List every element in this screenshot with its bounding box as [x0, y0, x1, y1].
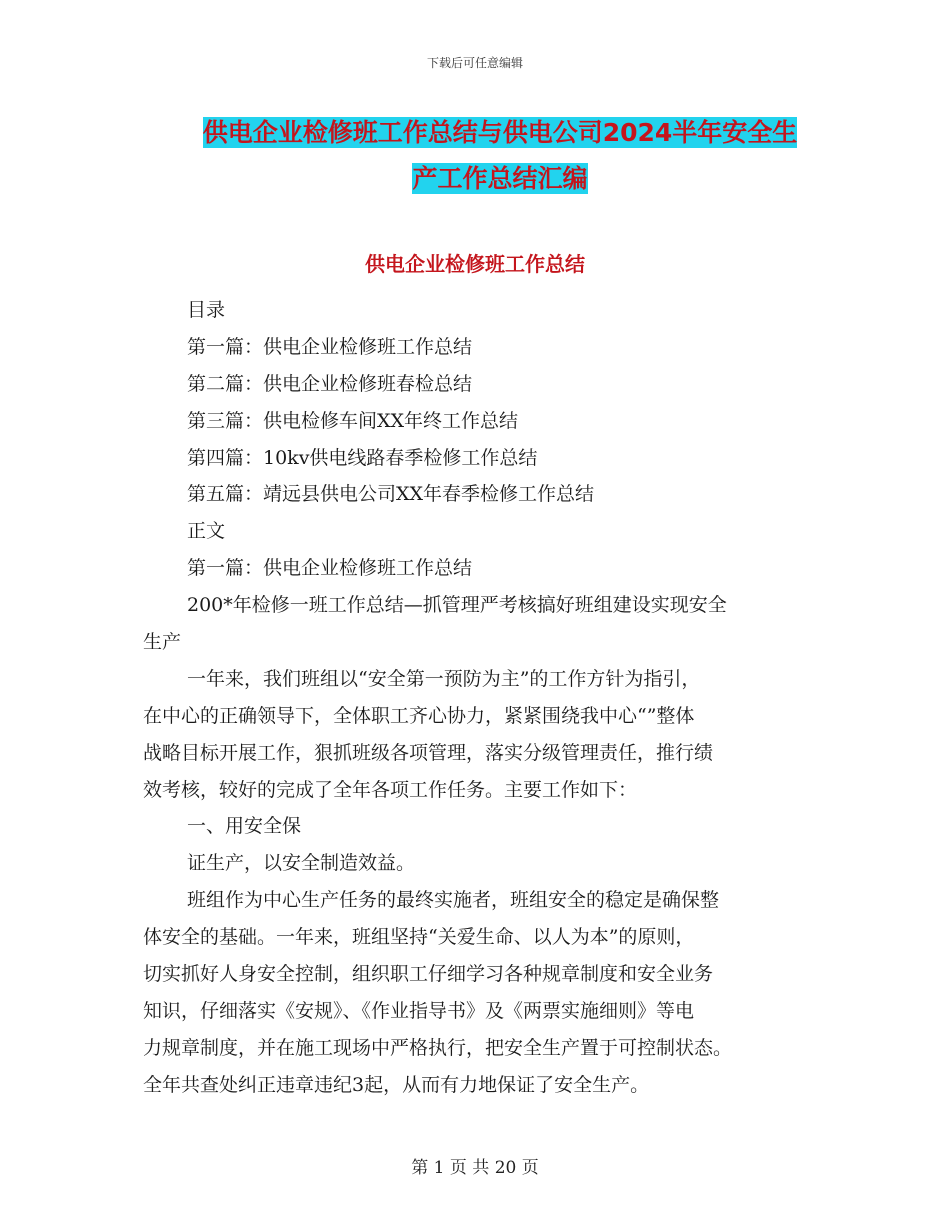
body-text: [143, 292, 808, 1104]
paragraph-line: 全年共查处纠正违章违纪3起，从而有力地保证了安全生产。: [143, 1073, 650, 1096]
section-title: 供电企业检修班工作总结: [365, 252, 585, 276]
paragraph-line: 班组作为中心生产任务的最终实施者，班组安全的稳定是确保整: [187, 889, 720, 912]
toc-item-3: 第三篇：供电检修车间XX年终工作总结: [187, 409, 519, 432]
toc-heading: 目录: [187, 299, 226, 321]
paragraph-line: 切实抓好人身安全控制，组织职工仔细学习各种规章制度和安全业务: [143, 963, 714, 986]
paragraph-line: 力规章制度，并在施工现场中严格执行，把安全生产置于可控制状态。: [143, 1036, 733, 1059]
page-footer: 第 1 页 共 20 页: [411, 1158, 539, 1178]
title-line-1: 供电企业检修班工作总结与供电公司2024半年安全生: [202, 118, 798, 147]
toc-item-1: 第一篇：供电企业检修班工作总结: [187, 335, 473, 358]
paragraph-line: 体安全的基础。一年来，班组坚持“关爱生命、以人为本”的原则，: [143, 926, 695, 949]
toc-item-4: 第四篇：10kv供电线路春季检修工作总结: [187, 446, 538, 469]
section-heading: 一、用安全保: [187, 815, 302, 838]
title-line-2: 产工作总结汇编: [412, 164, 588, 193]
paragraph-line: 知识，仔细落实《安规》、《作业指导书》及《两票实施细则》等电: [143, 999, 695, 1022]
toc-item-2: 第二篇：供电企业检修班春检总结: [187, 372, 473, 395]
chapter-title: 第一篇：供电企业检修班工作总结: [187, 557, 473, 580]
paragraph-line: 在中心的正确领导下，全体职工齐心协力，紧紧围绕我中心“”整体: [143, 704, 695, 727]
paragraph-line: 生产: [143, 631, 182, 654]
paragraph-line: 200*年检修一班工作总结—抓管理严考核搞好班组建设实现安全: [187, 594, 727, 617]
toc-item-5: 第五篇：靖远县供电公司XX年春季检修工作总结: [187, 483, 595, 506]
document-title: [180, 110, 820, 202]
paragraph-line: 效考核，较好的完成了全年各项工作任务。主要工作如下：: [143, 778, 638, 801]
paragraph-line: 证生产，以安全制造效益。: [187, 852, 416, 875]
body-heading: 正文: [187, 520, 226, 543]
header-note: 下载后可任意编辑: [426, 56, 523, 70]
paragraph-line: 战略目标开展工作，狠抓班级各项管理，落实分级管理责任，推行绩: [143, 741, 714, 764]
paragraph-line: 一年来，我们班组以“安全第一预防为主”的工作方针为指引，: [187, 667, 701, 690]
